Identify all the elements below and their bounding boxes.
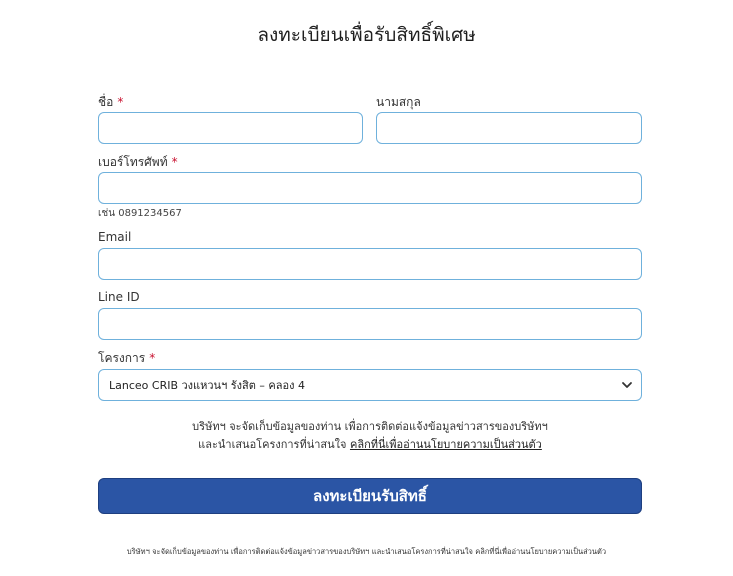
consent-line-2-text: และนำเสนอโครงการที่น่าสนใจ (198, 438, 347, 451)
project-select[interactable] (98, 369, 642, 401)
line-id-label: Line ID (98, 290, 140, 304)
required-mark: * (171, 155, 178, 169)
consent-line-2 (98, 436, 642, 454)
page-title: ลงทะเบียนเพื่อรับสิทธิ์พิเศษ (257, 24, 476, 46)
phone-label (98, 153, 178, 172)
consent-line-1: บริษัทฯ จะจัดเก็บข้อมูลของท่าน เพื่อการติดต่อแจ้งข้อมูลข่าวสารของบริษัทฯ (192, 420, 548, 433)
project-selected-value: Lanceo CRIB วงแหวนฯ รังสิต – คลอง 4 (109, 379, 305, 392)
phone-hint: เช่น 0891234567 (98, 208, 182, 219)
phone-field[interactable] (98, 172, 642, 204)
privacy-policy-link[interactable]: คลิกที่นี่เพื่ออ่านนโยบายความเป็นส่วนตัว (349, 438, 542, 451)
required-mark: * (149, 351, 156, 365)
email-field[interactable] (98, 248, 642, 280)
email-label: Email (98, 230, 132, 244)
first-name-field[interactable] (98, 112, 363, 144)
last-name-field[interactable] (376, 112, 642, 144)
project-label-text: โครงการ (98, 351, 146, 365)
line-id-field[interactable] (98, 308, 642, 340)
first-name-label (98, 93, 123, 112)
first-name-label-text: ชื่อ (98, 95, 114, 109)
footer-consent-text: บริษัทฯ จะจัดเก็บข้อมูลของท่าน เพื่อการติดต่อแจ้งข้อมูลข่าวสารของบริษัทฯ และนำเสนอโครงการที่น่าสนใจ คลิกที่นี่เพื่ออ่านนโยบายความเป็นส่วนตัว (126, 547, 607, 556)
required-mark: * (117, 95, 124, 109)
register-button[interactable]: ลงทะเบียนรับสิทธิ์ (98, 478, 642, 514)
phone-label-text: เบอร์โทรศัพท์ (98, 155, 168, 169)
project-label (98, 349, 155, 368)
last-name-label: นามสกุล (376, 95, 421, 109)
chevron-down-icon (621, 379, 633, 391)
consent-text (98, 418, 642, 454)
